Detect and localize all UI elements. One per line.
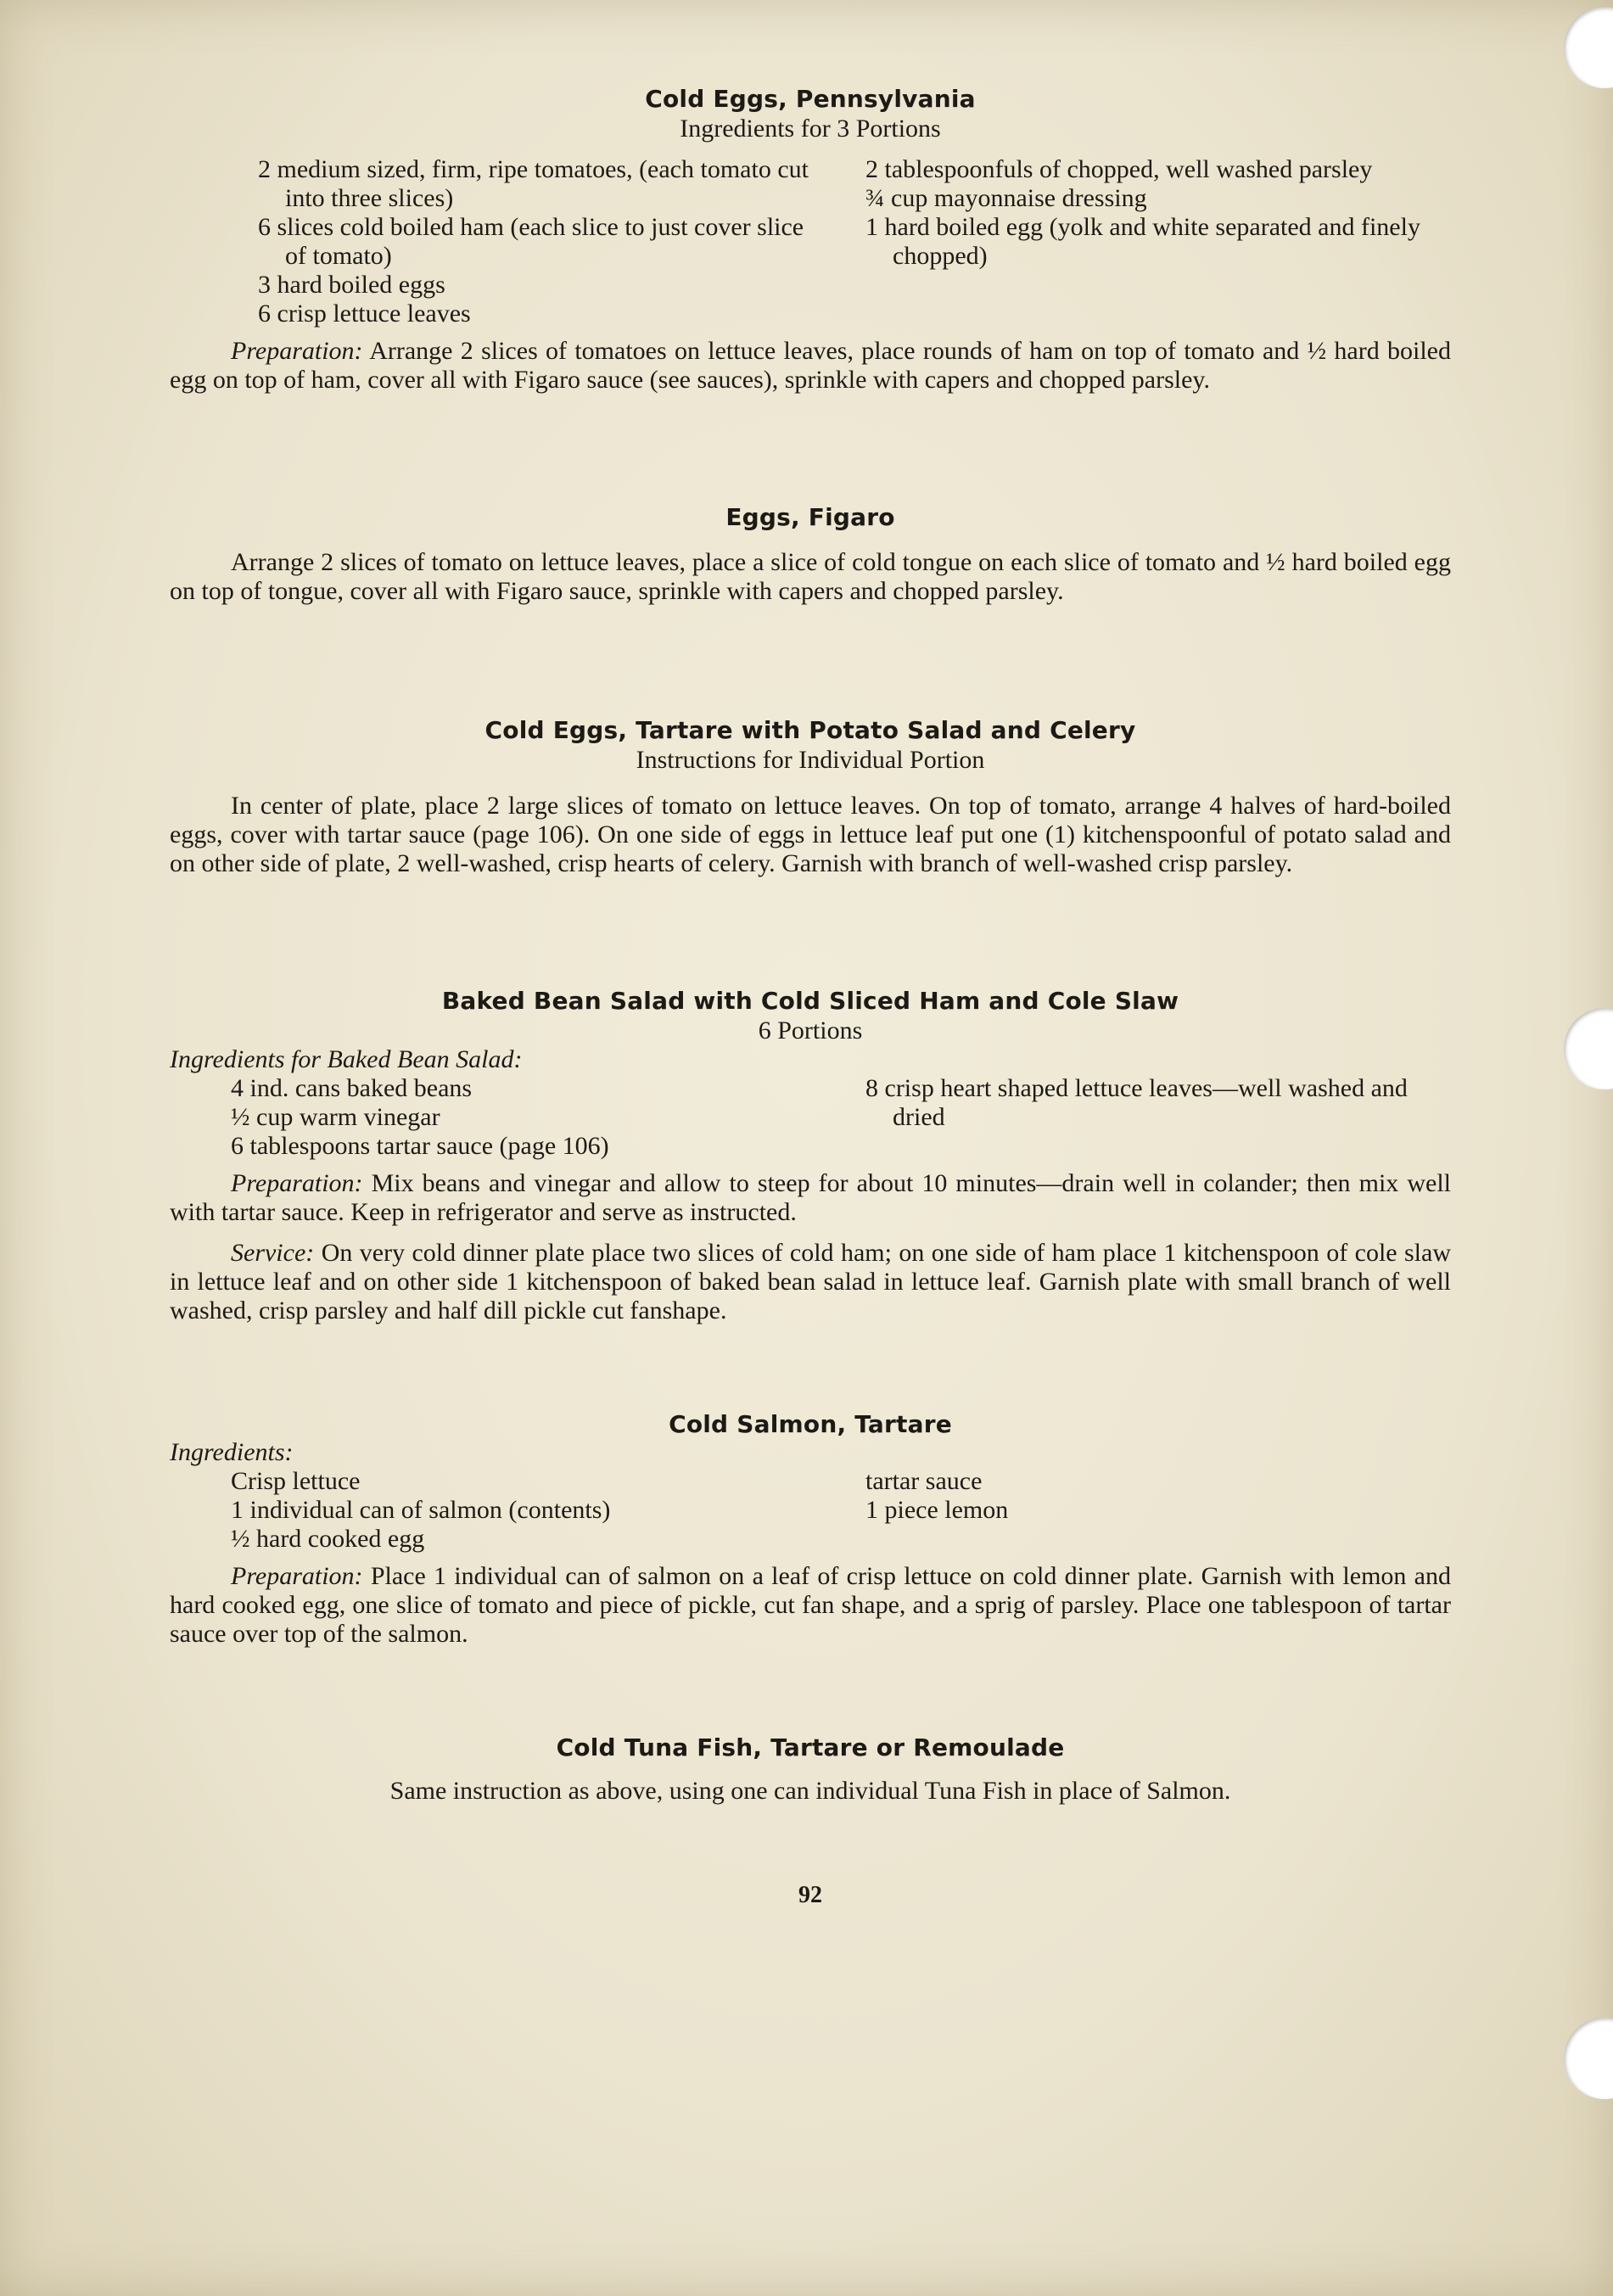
- recipe-subtitle: Ingredients for 3 Portions: [680, 115, 941, 143]
- recipe-subtitle: 6 Portions: [758, 1016, 863, 1044]
- ingredient-item: 6 tablespoons tartar sauce (page 106): [231, 1132, 609, 1160]
- ingredients-label: Ingredients:: [170, 1438, 294, 1466]
- ingredient-item: 1 piece lemon: [865, 1496, 1009, 1524]
- recipe-title: Eggs, Figaro: [725, 503, 895, 531]
- ingredients-label: Ingredients for Baked Bean Salad:: [170, 1045, 523, 1073]
- binder-hole: [1564, 2018, 1613, 2099]
- recipe-text: Arrange 2 slices of tomato on lettuce leaves, place a slice of cold tongue on each slice of tomato and ½ hard boiled egg on top of tongue, cover all with Figaro sauce, sprinkle with capers and chopped parsley.: [170, 548, 1451, 605]
- recipe-title: Cold Tuna Fish, Tartare or Remoulade: [556, 1733, 1065, 1761]
- preparation-label: Preparation:: [231, 1169, 363, 1197]
- recipe-cold-eggs-pennsylvania: [170, 85, 1451, 395]
- preparation-paragraph: [170, 1562, 1451, 1649]
- recipe-cold-tuna-fish: [170, 1733, 1451, 1806]
- preparation-paragraph: [170, 337, 1451, 395]
- ingredient-item: ¾ cup mayonnaise dressing: [865, 184, 1147, 212]
- recipe-title: Baked Bean Salad with Cold Sliced Ham and Cole Slaw: [441, 987, 1179, 1015]
- preparation-label: Preparation:: [231, 1562, 363, 1590]
- ingredient-item: 2 medium sized, firm, ripe tomatoes, (each tomato cut into three slices): [258, 155, 809, 212]
- binder-hole: [1564, 1008, 1613, 1089]
- ingredient-item: 2 tablespoonfuls of chopped, well washed parsley: [865, 155, 1373, 183]
- ingredients-list: [170, 155, 1451, 328]
- recipe-title: Cold Eggs, Tartare with Potato Salad and Celery: [484, 716, 1136, 744]
- preparation-text: Mix beans and vinegar and allow to steep for about 10 minutes—drain well in colander; then mix well with tartar sauce. Keep in refrigerator and serve as instructed.: [170, 1169, 1451, 1226]
- preparation-text: Place 1 individual can of salmon on a leaf of crisp lettuce on cold dinner plate. Garnish with lemon and hard cooked egg, one slice of tomato and piece of pickle, cut fan shape, and a sprig of parsley. Place one tablespoon of tartar sauce over top of the salmon.: [170, 1562, 1451, 1648]
- preparation-label: Preparation:: [231, 337, 363, 365]
- recipe-cold-eggs-tartare: [170, 716, 1451, 878]
- recipe-title: Cold Eggs, Pennsylvania: [645, 85, 976, 113]
- ingredient-item: Crisp lettuce: [231, 1467, 361, 1495]
- recipe-baked-bean-salad: [170, 987, 1451, 1325]
- service-label: Service:: [231, 1239, 315, 1267]
- recipe-text: In center of plate, place 2 large slices of tomato on lettuce leaves. On top of tomato, arrange 4 halves of hard-boiled eggs, cover with tartar sauce (page 106). On one side of eggs in lettuce leaf put one (1) kitchenspoonful of potato salad and on other side of plate, 2 well-washed, crisp hearts of celery. Garnish with branch of well-washed crisp parsley.: [170, 792, 1451, 877]
- ingredient-item: 1 hard boiled egg (yolk and white separated and finely chopped): [865, 213, 1420, 270]
- page-content: [170, 85, 1451, 1909]
- ingredient-item: 6 slices cold boiled ham (each slice to just cover slice of tomato): [258, 213, 804, 270]
- ingredient-item: tartar sauce: [865, 1467, 983, 1495]
- ingredient-item: 4 ind. cans baked beans: [231, 1074, 473, 1102]
- ingredients-list: [170, 1074, 1451, 1161]
- preparation-paragraph: [170, 1169, 1451, 1227]
- ingredient-item: 6 crisp lettuce leaves: [258, 300, 471, 328]
- page-number: 92: [798, 1882, 822, 1908]
- recipe-text: Same instruction as above, using one can individual Tuna Fish in place of Salmon.: [389, 1777, 1231, 1805]
- recipe-cold-salmon-tartare: [170, 1410, 1451, 1649]
- ingredient-item: 1 individual can of salmon (contents): [231, 1496, 611, 1524]
- binder-hole: [1564, 7, 1613, 88]
- recipe-subtitle: Instructions for Individual Portion: [636, 746, 985, 774]
- ingredient-item: ½ hard cooked egg: [231, 1525, 425, 1553]
- preparation-text: Arrange 2 slices of tomatoes on lettuce leaves, place rounds of ham on top of tomato and ½ hard boiled egg on top of ham, cover all with Figaro sauce (see sauces), sprinkle with capers and chopped parsley.: [170, 337, 1451, 394]
- ingredient-item: 3 hard boiled eggs: [258, 271, 445, 299]
- service-paragraph: [170, 1239, 1451, 1325]
- recipe-eggs-figaro: [170, 503, 1451, 606]
- service-text: On very cold dinner plate place two slices of cold ham; on one side of ham place 1 kitchenspoon of cole slaw in lettuce leaf and on other side 1 kitchenspoon of baked bean salad in lettuce leaf. Garnish plate with small branch of well washed, crisp parsley and half dill pickle cut fanshape.: [170, 1239, 1452, 1324]
- recipe-title: Cold Salmon, Tartare: [669, 1410, 952, 1438]
- ingredient-item: 8 crisp heart shaped lettuce leaves—well washed and dried: [865, 1074, 1408, 1131]
- ingredients-list: [170, 1467, 1451, 1554]
- ingredient-item: ½ cup warm vinegar: [231, 1103, 440, 1131]
